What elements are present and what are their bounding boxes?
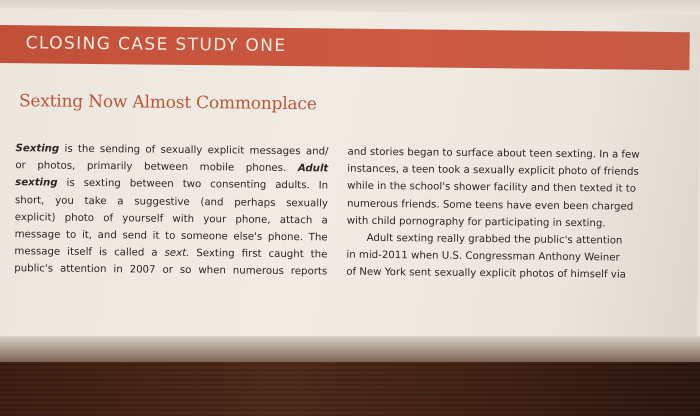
text-line: and stories began to surface about teen sexting. In a few [347, 146, 640, 161]
wood-grain [0, 362, 700, 416]
text-line: instances, a teen took a sexually explicit photo of friends [347, 163, 639, 178]
term-sexting-2: sexting [15, 177, 58, 189]
wooden-table [0, 362, 700, 416]
text-segment: is sexting between two consenting adults. In [57, 177, 329, 192]
right-text-column [346, 144, 687, 285]
case-study-banner [0, 25, 690, 70]
text-line: Adult sexting really grabbed the public's attention [366, 232, 623, 247]
text-segment: or photos, primarily between mobile phones. [15, 160, 298, 175]
text-line: with child pornography for participating in sexting. [346, 215, 606, 230]
case-study-title: Sexting Now Almost Commonplace [18, 91, 317, 115]
left-text-column [14, 140, 328, 281]
text-line: of New York sent sexually explicit photos of himself via [346, 266, 626, 281]
text-line: short, you take a suggestive (and perhaps sexually [14, 194, 329, 210]
book-page [0, 8, 700, 362]
text-line: while in the school's shower facility and then texted it to [347, 181, 637, 196]
term-adult: Adult [297, 163, 329, 175]
banner-title: CLOSING CASE STUDY ONE [25, 33, 287, 57]
text-segment: is the sending of sexually explicit messages and/ [59, 143, 329, 158]
text-line: explicit) photo of yourself with your phone, attach a [14, 211, 328, 227]
text-line: message to it, and send it to someone else's phone. The [14, 229, 328, 244]
text-line: in mid-2011 when U.S. Congressman Anthony Weiner [346, 249, 620, 264]
text-segment: Sexting first caught the [189, 248, 328, 261]
term-sext: sext. [164, 247, 190, 260]
text-line: public's attention in 2007 or so when numerous reports [14, 263, 328, 278]
text-segment: message itself is called a [14, 246, 165, 259]
text-line: numerous friends. Some teens have even been charged [346, 198, 634, 213]
term-sexting: Sexting [15, 143, 60, 155]
